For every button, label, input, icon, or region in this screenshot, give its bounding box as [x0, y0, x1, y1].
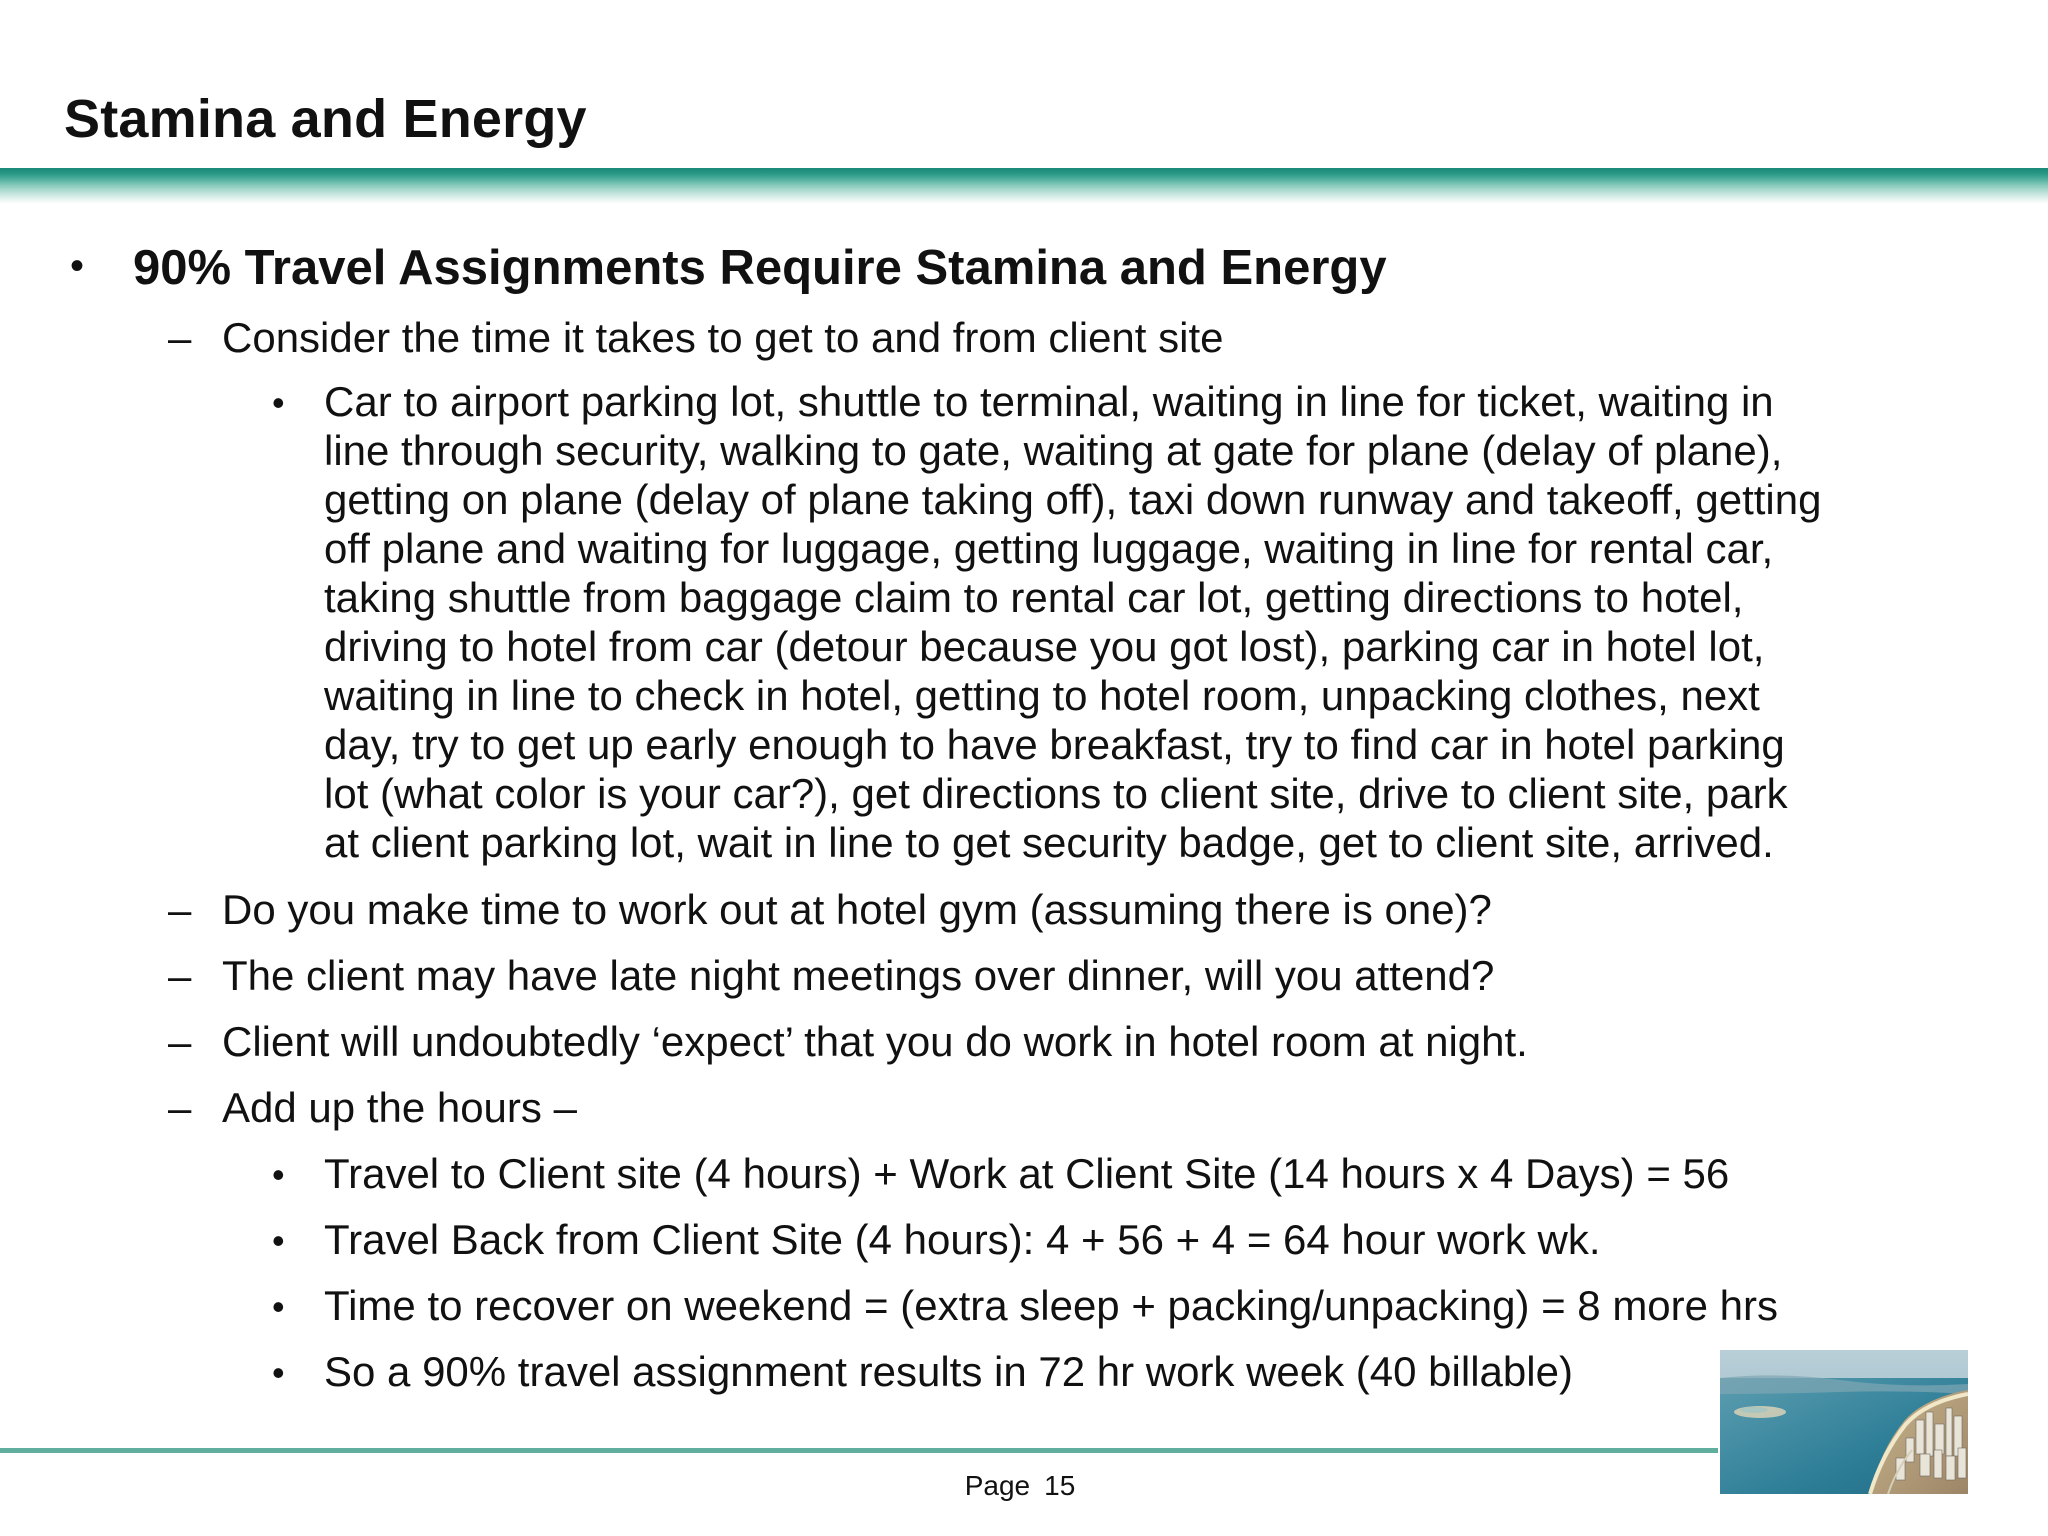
dash-icon: – [168, 952, 192, 999]
travel-detail-line: day, try to get up early enough to have breakfast, try to find car in hotel parking [324, 721, 1785, 768]
footer-rule [0, 1448, 1718, 1453]
travel-detail-line: at client parking lot, wait in line to get security badge, get to client site, arrived. [324, 819, 1774, 866]
travel-detail-line: lot (what color is your car?), get directions to client site, drive to client site, park [324, 770, 1788, 817]
sub-bullet-text: The client may have late night meetings over dinner, will you attend? [222, 952, 1495, 999]
slide-title: Stamina and Energy [64, 89, 587, 149]
coastline-photo [1720, 1350, 1968, 1494]
dash-icon: – [168, 886, 192, 933]
main-bullet-text: 90% Travel Assignments Require Stamina and Energy [133, 241, 1387, 295]
hours-bullet-text: Time to recover on weekend = (extra sleep + packing/unpacking) = 8 more hrs [324, 1282, 1779, 1329]
bullet-icon: • [272, 382, 285, 423]
page-number: 15 [1044, 1470, 1076, 1501]
travel-detail-line: driving to hotel from car (detour because you got lost), parking car in hotel lot, [324, 623, 1765, 670]
travel-detail-line: off plane and waiting for luggage, getting luggage, waiting in line for rental car, [324, 525, 1774, 572]
travel-detail-line: line through security, walking to gate, waiting at gate for plane (delay of plane), [324, 427, 1783, 474]
dash-icon: – [168, 314, 192, 361]
sub-bullet-text: Add up the hours – [222, 1084, 577, 1131]
bullet-icon: • [272, 1352, 285, 1393]
hours-bullet-text: Travel Back from Client Site (4 hours): 4 + 56 + 4 = 64 hour work wk. [324, 1216, 1601, 1263]
sub-bullet-text: Do you make time to work out at hotel gym (assuming there is one)? [222, 886, 1492, 933]
bullet-icon: • [272, 1154, 285, 1195]
travel-detail-line: taking shuttle from baggage claim to rental car lot, getting directions to hotel, [324, 574, 1744, 621]
hours-bullet-text: Travel to Client site (4 hours) + Work at Client Site (14 hours x 4 Days) = 56 [324, 1150, 1730, 1197]
sub-bullet-text: Client will undoubtedly ‘expect’ that you do work in hotel room at night. [222, 1018, 1528, 1065]
travel-detail-line: Car to airport parking lot, shuttle to terminal, waiting in line for ticket, waiting in [324, 378, 1774, 425]
travel-detail-line: waiting in line to check in hotel, getting to hotel room, unpacking clothes, next [324, 672, 1760, 719]
page-label-text: Page [964, 1470, 1031, 1501]
dash-icon: – [168, 1084, 192, 1131]
bullet-icon: • [272, 1220, 285, 1261]
sub-bullet-text: Consider the time it takes to get to and from client site [222, 314, 1224, 361]
bullet-icon: • [70, 244, 85, 288]
travel-detail-line: getting on plane (delay of plane taking off), taxi down runway and takeoff, getting [324, 476, 1822, 523]
bullet-icon: • [272, 1286, 285, 1327]
dash-icon: – [168, 1018, 192, 1065]
hours-bullet-text: So a 90% travel assignment results in 72 hr work week (40 billable) [324, 1348, 1573, 1395]
title-underline-bar [0, 168, 2048, 204]
page-number-label [900, 1470, 1140, 1502]
